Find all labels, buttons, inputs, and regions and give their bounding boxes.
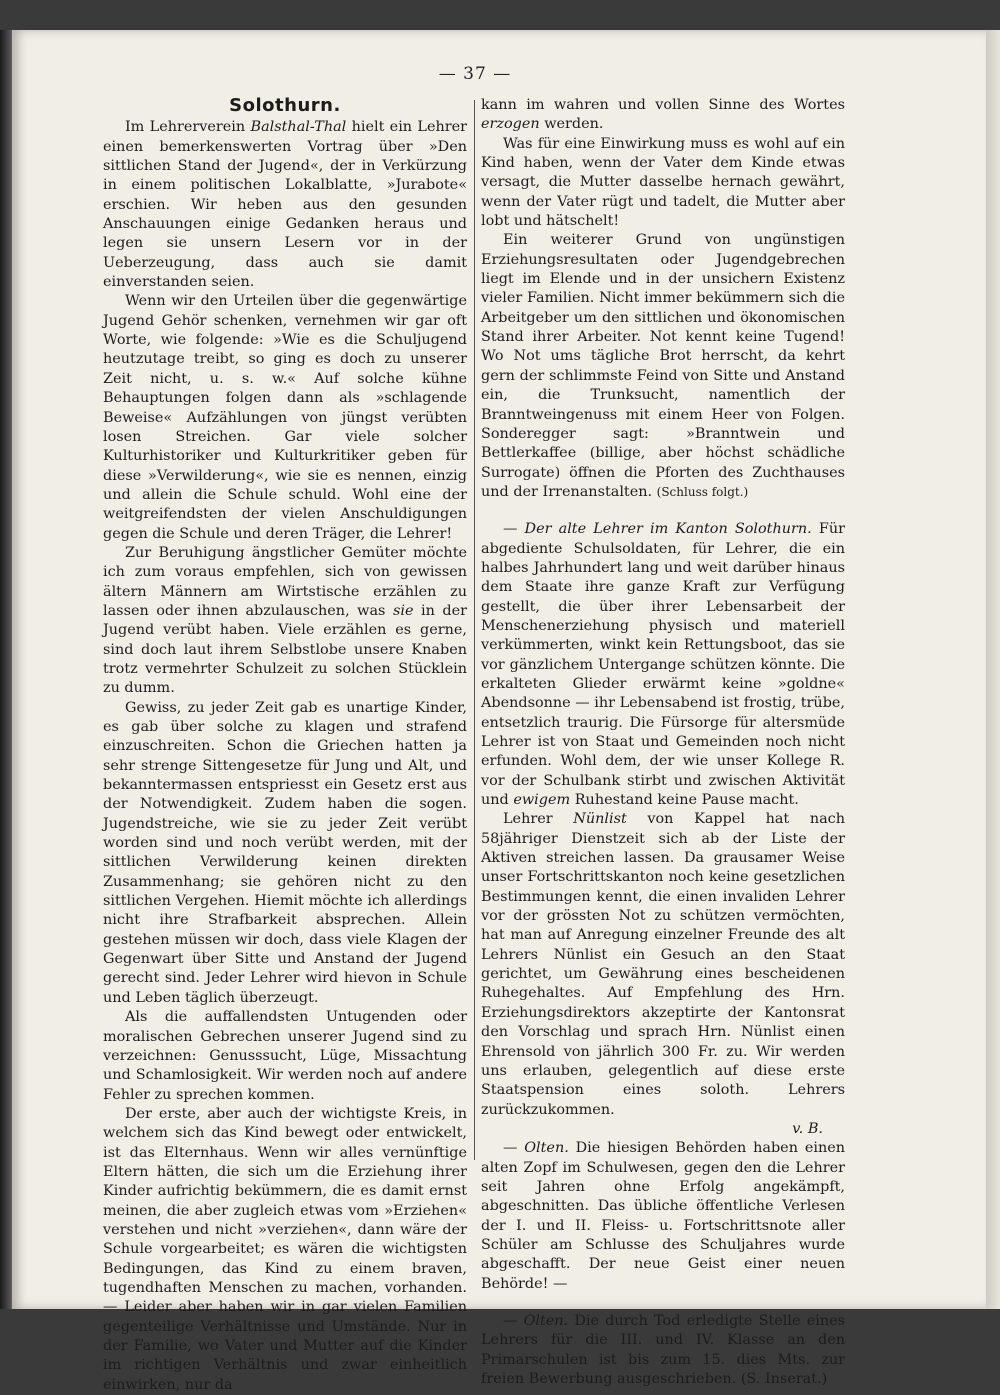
paragraph: Gewiss, zu jeder Zeit gab es unartige Kinder, es gab über solche zu klagen und strafend einzuschreiten. Schon die Griechen hatten ja sehr strenge Sittengesetze für Jung und Alt, und bekanntermassen entspriesst ein Gesetz erst aus der Notwendigkeit. Zudem haben die sogen. Jugendstreiche, wie sie zu jeder Zeit verübt worden sind und noch verübt werden, mit der sittlichen Verwilderung keinen direkten Zusammenhang; sie gehören nicht zu den sittlichen Vergehen. Hiemit möchte ich allerdings nicht ihre Strafbarkeit absprechen. Allein gestehen müssen wir doch, dass viele Klagen der Gegenwart über Sitte und Anstand der Jugend gerecht sind. Jeder Lehrer wird hievon in Schule und Leben täglich überzeugt.: [103, 699, 467, 1006]
news-title: — Olten.: [503, 1140, 569, 1157]
emphasis: ewigem: [513, 792, 571, 809]
left-column: [103, 96, 467, 1395]
page-edge: [986, 30, 1000, 1309]
paragraph: [481, 231, 845, 502]
text: werden.: [539, 116, 604, 133]
page-number: — 37 —: [438, 64, 512, 84]
place-name: Balsthal-Thal: [250, 119, 347, 136]
paragraph: Der erste, aber auch der wichtigste Kreis, in welchem sich das Kind bewegt oder entwickelt, ist das Elternhaus. Wenn wir alles vernünftige Eltern hätten, die sich um die Erziehung ihrer Kinder aufrichtig bekümmern, die es damit ernst meinen, die aber zugleich etwas vom »Erziehen« verstehen und nicht »verziehen«, dann wäre der Schule vorgearbeitet; es wären die wichtigsten Bedingungen, das Kind zu einem braven, tugendhaften Menschen zu machen, vorhanden. — Leider aber haben wir in gar vielen Familien gegenteilige Verhältnisse und Umstände. Nur in der Familie, wo Vater und Mutter auf die Kinder im richtigen Verhältnis und zwar einheitlich einwirken, nur da: [103, 1105, 467, 1393]
text: Im Lehrerverein: [125, 119, 251, 136]
news-title: — Der alte Lehrer im Kanton Solothurn.: [503, 521, 812, 538]
person-name: Nünlist: [573, 811, 627, 828]
continued-note: (Schluss folgt.): [656, 484, 749, 499]
text: Ein weiterer Grund von ungünstigen Erziehungsresultaten oder Jugendgebrechen liegt im Elende und in der unsichern Existenz vieler Familien. Nicht immer bekümmern sich die Arbeitgeber um den sittlichen und ökonomischen Stand ihrer Arbeiter. Not kennt keine Tugend! Wo Not ums tägliche Brot herrscht, da kehrt gern der schlimmste Feind von Sitte und Anstand ein, die Trunksucht, namentlich der Branntweingenuss mit einem Heer von Folgen. Sonderegger sagt: »Branntwein und Bettlerkaffee (billige, aber höchst schädliche Surrogate) öffnen die Pforten des Zuchthauses und der Irrenanstalten.: [481, 232, 845, 500]
news-item: [481, 1139, 845, 1294]
text: von Kappel hat nach 58jähriger Dienstzeit sich ab der Liste der Aktiven streichen lassen. Da grausamer Weise unser Fortschrittskanton noch keine gesetzlichen Bestimmungen kennt, die einen invaliden Lehrer vor der grössten Not zu schützen vermöchten, hat man auf Anregung einzelner Freunde des alt Lehrers Nünlist ein Gesuch an den Staat gerichtet, um Gewährung eines bescheidenen Ruhegehaltes. Auf Empfehlung des Hrn. Erziehungsdirektors akzeptirte der Kantonsrat den Vorschlag und sprach Hrn. Nünlist einen Ehrensold von jährlich 300 Fr. zu. Wir werden uns erlauben, gelegentlich auf diese erste Staatspension eines soloth. Lehrers zurückzukommen.: [481, 811, 845, 1118]
paragraph: Als die auffallendsten Untugenden oder moralischen Gebrechen unserer Jugend sind zu verzeichnen: Genusssucht, Lüge, Missachtung und Schamlosigkeit. Wir werden noch auf andere Fehler zu sprechen kommen.: [103, 1009, 467, 1103]
paragraph: Was für eine Einwirkung muss es wohl auf ein Kind haben, wenn der Vater dem Kinde etwas versagt, die Mutter dasselbe hernach gewährt, wenn der Vater rügt und tadelt, die Mutter aber lobt und hätschelt!: [481, 135, 845, 230]
text: Zur Beruhigung ängstlicher Gemüter möchte ich zum voraus empfehlen, sich von gewissen ältern Männern am Wirtstische erzählen zu lassen oder ihnen abzulauschen, was: [103, 544, 467, 619]
text: kann im wahren und vollen Sinne des Wortes: [481, 97, 845, 113]
paragraph: [481, 96, 845, 135]
text: Die hiesigen Behörden haben einen alten Zopf im Schulwesen, gegen den die Lehrer seit Jahren ohne Erfolg angekämpft, abgeschnitten. Das übliche öffentliche Verlesen der I. und II. Fleiss- u. Fortschrittsnote aller Schüler am Schlusse des Schuljahres wurde abgeschafft. Der neue Geist einer neuen Behörde! —: [481, 1140, 845, 1292]
text: Die durch Tod erledigte Stelle eines Lehrers für die III. und IV. Klasse an den Primarschulen ist bis zum 15. dies Mts. zur freien Bewerbung ausgeschrieben. (S. Inserat.): [481, 1312, 846, 1387]
paragraph: [103, 544, 467, 699]
text: Lehrer: [503, 811, 574, 828]
paragraph: [481, 810, 845, 1120]
paragraph: [103, 118, 467, 292]
section-heading: Solothurn.: [229, 95, 341, 116]
news-item: [481, 520, 845, 810]
emphasis: sie: [392, 602, 414, 619]
emphasis: erzogen: [481, 116, 540, 133]
text: Ruhestand keine Pause macht.: [570, 792, 799, 809]
text: in der Jugend verübt haben. Viele erzählen es gerne, sind doch laut ihrem Selbstlobe unsere Knaben trotz vermehrter Schulzeit zu solchen Stücklein zu dumm.: [103, 602, 467, 697]
signature: v. B.: [792, 1120, 823, 1137]
paragraph: Wenn wir den Urteilen über die gegenwärtige Jugend Gehör schenken, vernehmen wir gar oft Worte, wie folgende: »Wie es die Schuljugend heutzutage treibt, so ging es doch zu unserer Zeit nicht, u. s. w.« Auf solche kühne Behauptungen folgen dann als »schlagende Beweise« Aufzählungen von jüngst verübten losen Streichen. Gar viele solcher Kulturhistoriker und Kulturkritiker geben für diese »Verwilderung«, wie sie es nennen, einzig und allein die Schule schuld. Wohl eine der weitgreifendsten der vielen Anschuldigungen gegen die Schule und deren Träger, die Lehrer!: [103, 293, 467, 542]
text: hielt ein Lehrer einen bemerkenswerten Vortrag über »Den sittlichen Stand der Jugend«, der in Verkürzung in einem politischen Lokalblatte, »Jurabote« erschien. Wir heben aus den gesunden Anschauungen einige Gedanken heraus und legen sie unsern Lesern vor in der Ueberzeugung, dass auch sie damit einverstanden seien.: [103, 119, 468, 291]
news-title: — Olten.: [503, 1312, 569, 1329]
column-rule: [474, 100, 475, 1160]
text: Für abgediente Schulsoldaten, für Lehrer, die ein halbes Jahrhundert lang und weit darüber hinaus dem Staate ihre ganze Kraft zur Verfügung gestellt, die über ihrer Lebensarbeit der Menschenerziehung physisch und materiell verkümmerten, winkt kein Rettungsboot, das sie vor gänzlichem Untergange schützen könnte. Die erkalteten Glieder erwärmt keine »goldne« Abendsonne — ihr Lebensabend ist frostig, trübe, entsetzlich traurig. Die Fürsorge für altersmüde Lehrer ist von Staat und Gemeinden noch nicht erfunden. Wohl dem, der wie unser Kollege R. vor der Schulbank stirbt und zwischen Aktivität und: [481, 521, 845, 809]
news-item: [481, 1312, 845, 1389]
right-column: [481, 96, 845, 1389]
